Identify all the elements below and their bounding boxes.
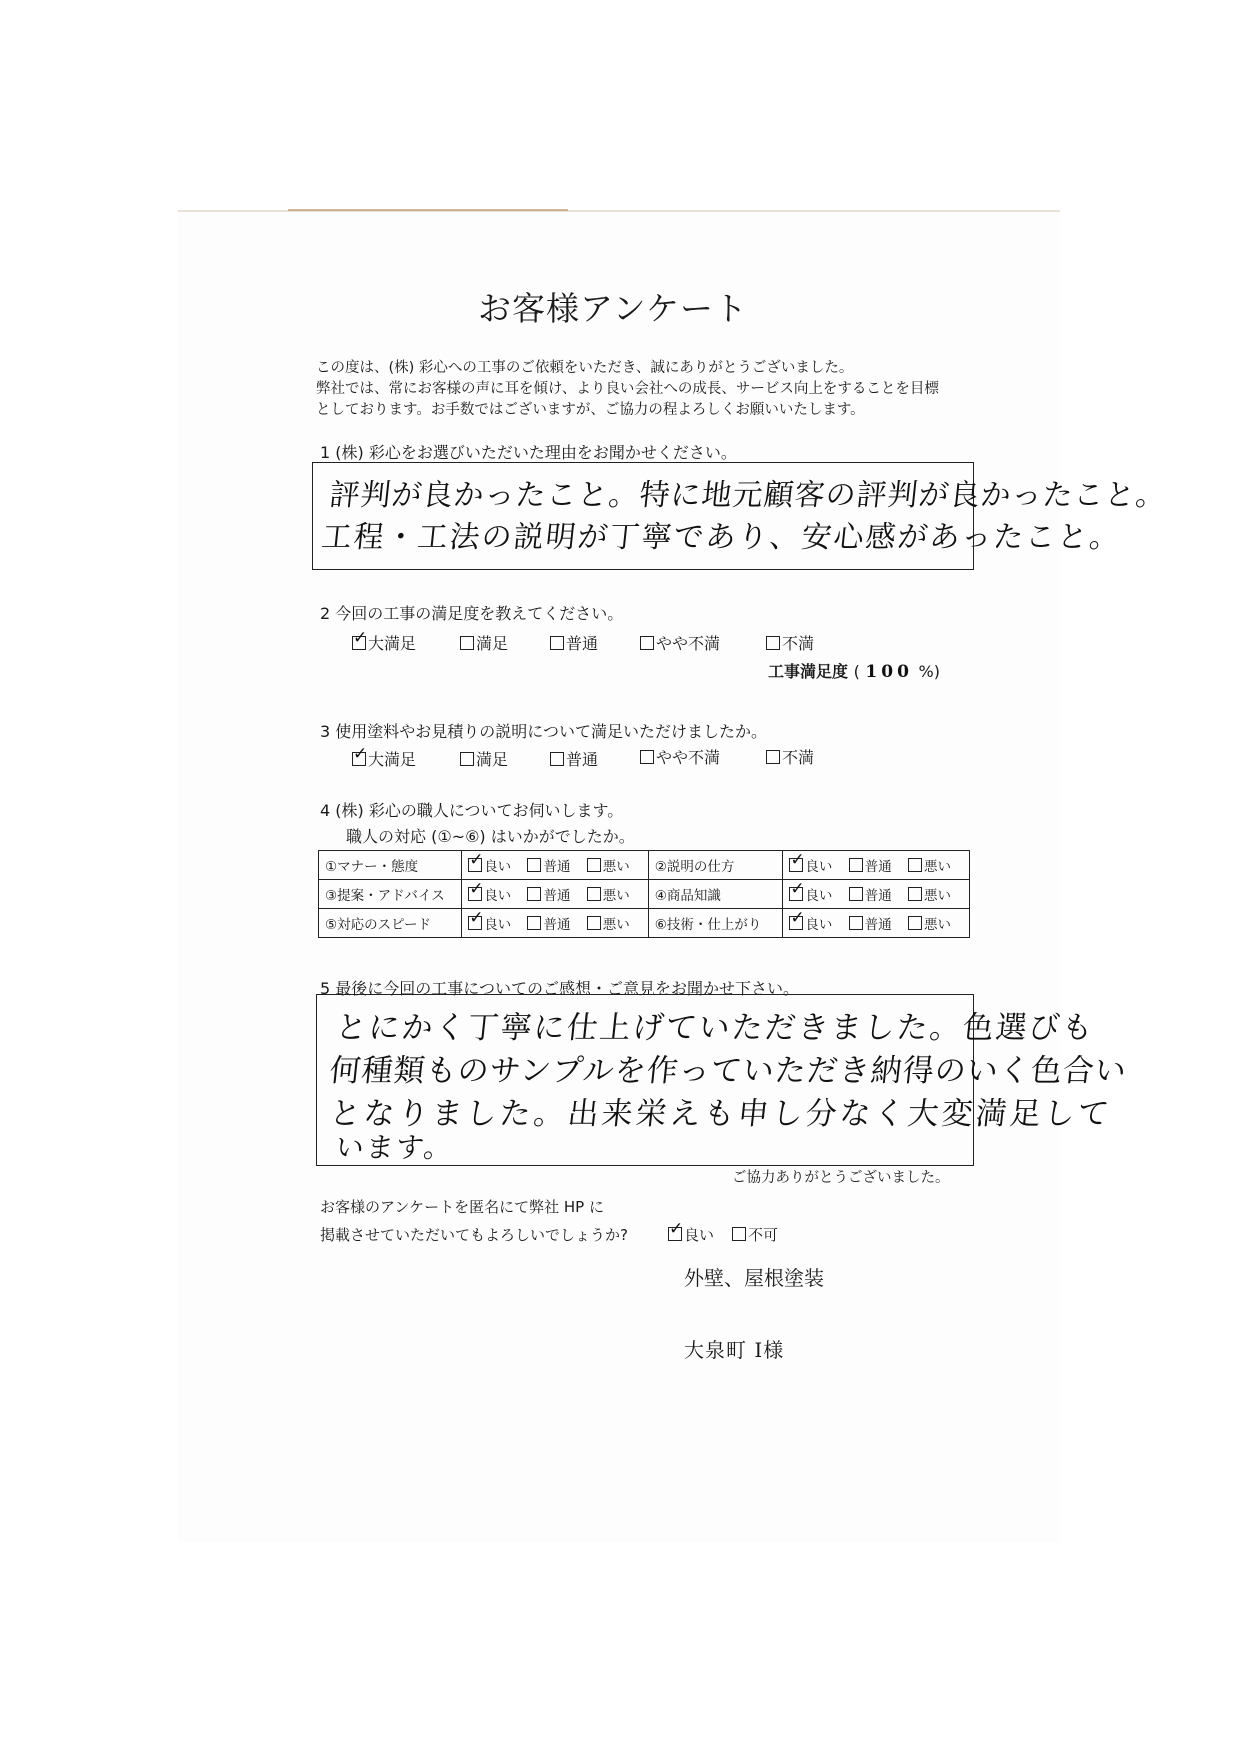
craft-eval-4 [783,880,970,909]
q2-option-3[interactable]: 普通 [550,631,598,654]
eval-option[interactable]: 悪い [908,917,951,933]
q3-checkbox-4[interactable] [640,750,654,764]
eval-option[interactable]: ✓ 良い [468,917,511,933]
q3-option-3[interactable]: 普通 [550,747,598,770]
q5-answer-line-1: とにかく丁寧に仕上げていただきました。色選びも [333,1010,1097,1046]
q2-checkbox-3[interactable] [550,636,564,650]
eval-option[interactable]: 悪い [908,888,951,904]
eval-option[interactable]: 悪い [587,888,630,904]
q3-checkbox-1[interactable] [352,752,366,766]
q2-rate [768,659,940,682]
q3-option-5[interactable]: 不満 [766,745,814,768]
q2-option-5[interactable]: 不満 [766,631,814,654]
intro-line-3: としております。お手数ではございますが、ご協力の程よろしくお願いいたします。 [316,402,865,418]
q2-label: 2 今回の工事の満足度を教えてください。 [320,604,624,623]
q2-checkbox-5[interactable] [766,636,780,650]
q3-checkbox-5[interactable] [766,750,780,764]
publish-no-checkbox[interactable] [732,1227,746,1241]
eval-option[interactable]: 悪い [587,859,630,875]
craft-item-1: ①マナー・態度 [319,851,462,880]
eval-option[interactable]: 普通 [527,859,570,875]
q1-answer-line-2: 工程・工法の説明が丁寧であり、安心感があったこと。 [319,520,1124,555]
intro-line-2: 弊社では、常にお客様の声に耳を傾け、より良い会社への成長、サービス向上をすることを目標 [316,381,939,397]
publish-question-line-2: 掲載させていただいてもよろしいでしょうか? [320,1226,628,1244]
q1-answer-line-1: 評判が良かったこと。特に地元顧客の評判が良かったこと。 [327,478,1169,513]
q3-checkbox-3[interactable] [550,752,564,766]
paper-edge-line [288,209,568,211]
q5-answer-line-2: 何種類ものサンプルを作っていただき納得のいく色合い [327,1053,1129,1089]
eval-option[interactable]: 悪い [587,917,630,933]
q2-checkbox-4[interactable] [640,636,654,650]
q2-checkbox-1[interactable] [352,636,366,650]
q4-sub: 職人の対応 (①~⑥) はいかがでしたか。 [346,827,635,846]
survey-title: お客様アンケート [478,289,749,328]
q2-rate-open: ( [853,662,860,681]
eval-option[interactable]: 普通 [527,917,570,933]
eval-option[interactable]: 普通 [849,917,892,933]
publish-yes-checkbox[interactable] [668,1227,682,1241]
table-row [319,909,970,938]
eval-option[interactable]: 普通 [527,888,570,904]
q2-option-4[interactable]: やや不満 [640,631,720,654]
eval-option[interactable]: ✓ 良い [789,859,832,875]
thanks-text: ご協力ありがとうございました。 [732,1170,950,1186]
q2-rate-label: 工事満足度 [768,662,849,681]
table-row [319,880,970,909]
q3-label: 3 使用塗料やお見積りの説明について満足いただけましたか。 [320,722,767,741]
q2-option-2[interactable]: 満足 [460,631,508,654]
publish-option-no[interactable]: 不可 [732,1224,778,1245]
customer-name: 大泉町 I様 [684,1338,785,1362]
q3-option-1[interactable]: ✓大満足 [352,747,416,770]
eval-option[interactable]: ✓ 良い [789,917,832,933]
craft-eval-6 [783,909,970,938]
intro-line-1: この度は、(株) 彩心への工事のご依頼をいただき、誠にありがとうございました。 [316,360,854,376]
eval-option[interactable]: 普通 [849,859,892,875]
q1-label: 1 (株) 彩心をお選びいただいた理由をお聞かせください。 [320,443,737,462]
publish-option-yes[interactable]: ✓ 良い [668,1224,714,1245]
q5-answer-line-4: います。 [334,1131,456,1164]
craft-eval-5 [462,909,649,938]
q3-option-4[interactable]: やや不満 [640,745,720,768]
q4-label: 4 (株) 彩心の職人についてお伺いします。 [320,801,624,820]
craft-item-3: ③提案・アドバイス [319,880,462,909]
eval-option[interactable]: ✓ 良い [468,859,511,875]
eval-option[interactable]: ✓ 良い [789,888,832,904]
q2-option-1[interactable]: ✓大満足 [352,631,416,654]
craft-item-4: ④商品知識 [648,880,783,909]
q2-rate-close: %) [918,662,940,681]
q5-answer-line-3: となりました。出来栄えも申し分なく大変満足して [327,1096,1114,1132]
craft-item-6: ⑥技術・仕上がり [648,909,783,938]
craft-item-2: ②説明の仕方 [648,851,783,880]
q5-label: 5 最後に今回の工事についてのご感想・ご意見をお聞かせ下さい。 [320,979,799,998]
work-type: 外壁、屋根塗装 [684,1266,824,1290]
eval-option[interactable]: ✓ 良い [468,888,511,904]
craft-item-5: ⑤対応のスピード [319,909,462,938]
q3-option-2[interactable]: 満足 [460,747,508,770]
q3-checkbox-2[interactable] [460,752,474,766]
craft-eval-3 [462,880,649,909]
q2-rate-value[interactable]: 100 [865,662,913,682]
q2-checkbox-2[interactable] [460,636,474,650]
craftsman-table [318,850,970,938]
craft-eval-2 [783,851,970,880]
eval-option[interactable]: 普通 [849,888,892,904]
eval-option[interactable]: 悪い [908,859,951,875]
craft-eval-1 [462,851,649,880]
table-row [319,851,970,880]
publish-question-line-1: お客様のアンケートを匿名にて弊社 HP に [320,1198,604,1216]
